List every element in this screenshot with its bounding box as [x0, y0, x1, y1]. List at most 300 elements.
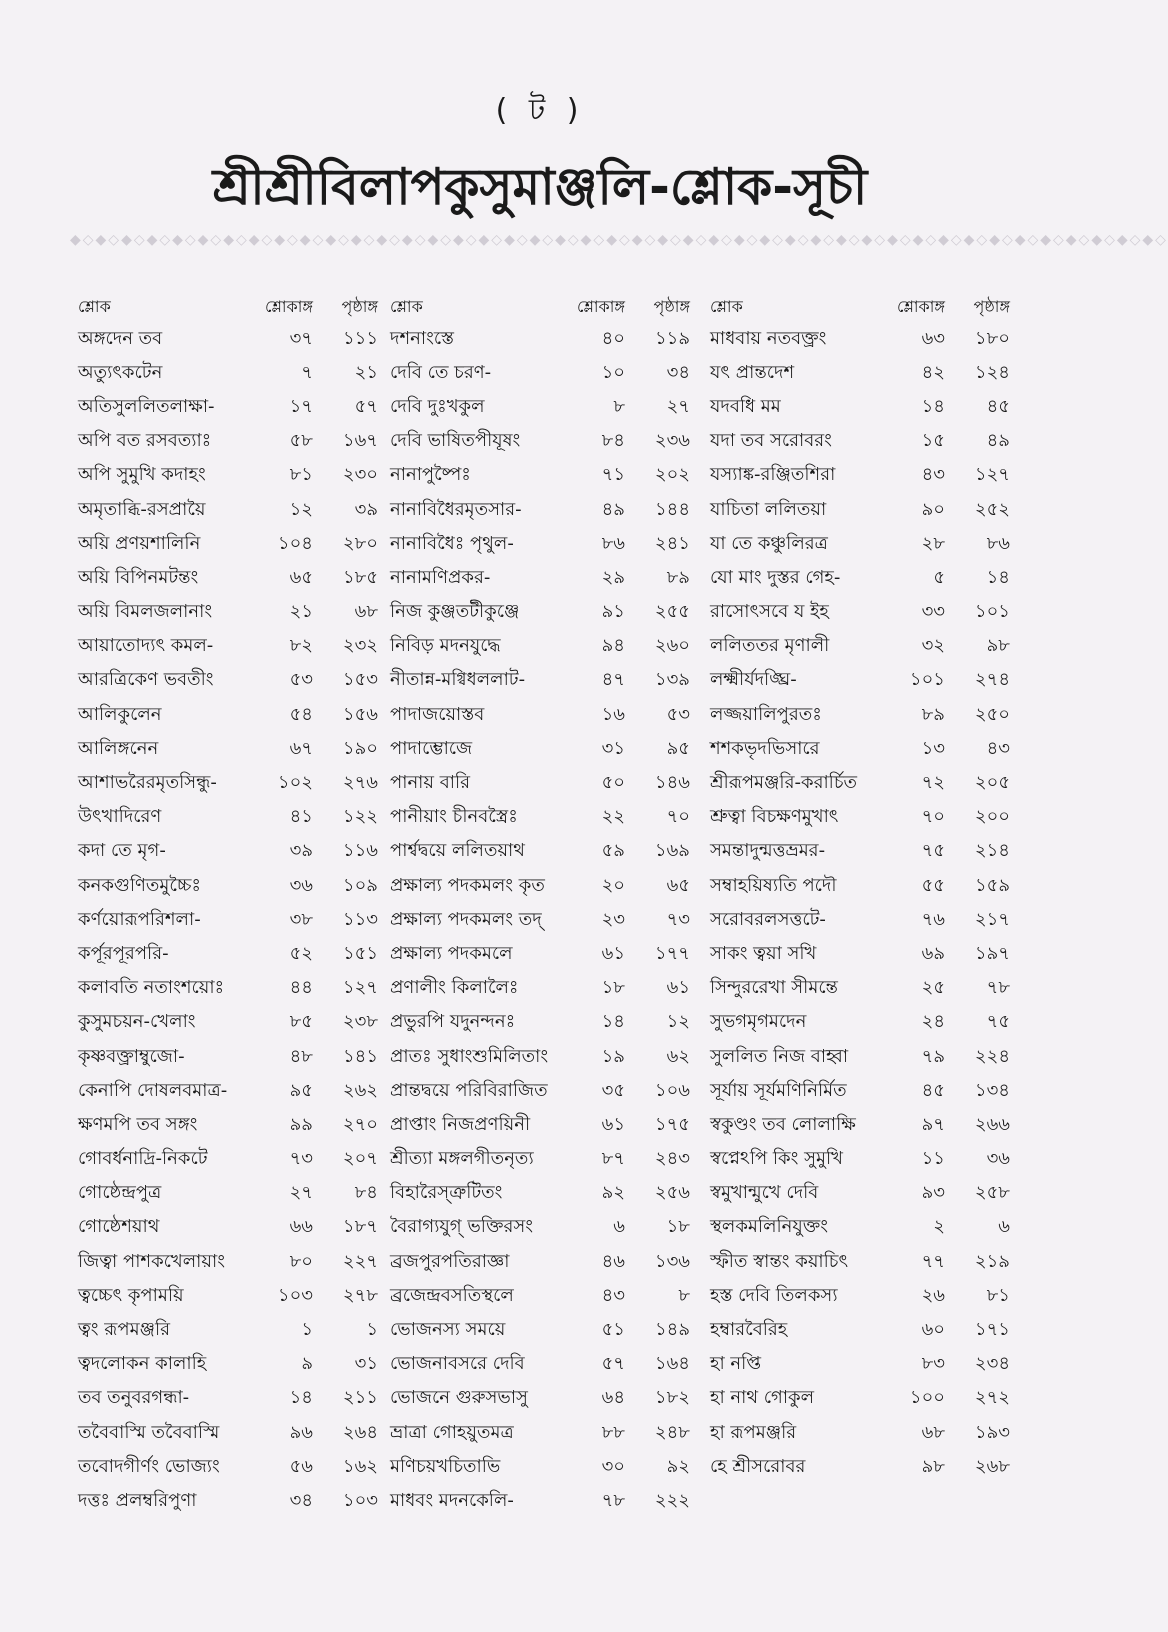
page-number-ref: ১ [366, 1319, 378, 1341]
verse-text: গোষ্ঠেশয়াথ [78, 1216, 160, 1238]
index-row [78, 1108, 378, 1142]
verse-text: মাধবং মদনকেলি- [390, 1489, 514, 1511]
verse-text: হা নাথ গোকুল [710, 1387, 815, 1409]
index-row [390, 698, 690, 732]
verse-text: পার্শ্বদ্বয়ে ললিতয়াথ [390, 840, 525, 862]
index-row [710, 903, 1010, 937]
page-number-ref: ১৭৫ [654, 1113, 690, 1135]
page-number-ref: ১৯৩ [974, 1421, 1010, 1443]
index-row [710, 1450, 1010, 1484]
verse-number: ২৬ [921, 1284, 945, 1306]
verse-text: হা নপ্তি [710, 1353, 762, 1375]
verse-number: ১০৩ [277, 1284, 313, 1306]
page-number-ref: ১৫৯ [974, 874, 1010, 896]
page-number-ref: ২৭২ [974, 1387, 1010, 1409]
index-row [390, 356, 690, 390]
verse-text: প্রাপ্তাং নিজপ্রণয়িনী [390, 1113, 531, 1135]
verse-text: নিবিড় মদনযুদ্ধে [390, 635, 501, 657]
verse-number: ২৩ [601, 908, 625, 930]
verse-text: তব তনুবরগন্ধা- [78, 1387, 190, 1409]
verse-text: আশাভরৈরমৃতসিন্ধু- [78, 772, 217, 794]
page-number-ref: ১৯৭ [974, 942, 1010, 964]
page-number-ref: ২৬৬ [974, 1113, 1010, 1135]
page-number-ref: ৫৭ [354, 395, 378, 417]
verse-text: স্বপ্নেঽপি কিং সুমুখি [710, 1148, 843, 1170]
verse-text: কনকগুণিতমুচ্চৈঃ [78, 874, 202, 896]
index-row [78, 527, 378, 561]
verse-text: কেনাপি দোষলবমাত্র- [78, 1079, 228, 1101]
index-row [390, 527, 690, 561]
verse-text: সুভগমৃগমদেন [710, 1011, 807, 1033]
verse-text: সুললিত নিজ বাহ্বা [710, 1045, 849, 1067]
verse-text: ত্বচ্চেৎ কৃপাময়ি [78, 1284, 184, 1306]
index-row [710, 1074, 1010, 1108]
verse-number: ৯৬ [289, 1421, 313, 1443]
header-page-number: পৃষ্ঠাঙ্গ [341, 296, 378, 316]
verse-text: প্রক্ষাল্য পদকমলং তদ্ [390, 908, 542, 930]
index-row [390, 1279, 690, 1313]
index-row [78, 322, 378, 356]
verse-text: অয়ি বিমলজলানাং [78, 601, 213, 623]
verse-text: শশকভৃদভিসারে [710, 737, 820, 759]
verse-number: ৫৬ [289, 1455, 313, 1477]
verse-text: যা তে কঞ্চুলিরত্র [710, 532, 828, 554]
verse-text: কদা তে মৃগ- [78, 840, 166, 862]
verse-text: আরত্রিকেণ ভবতীং [78, 669, 214, 691]
page-number-ref: ২২৭ [342, 1250, 378, 1272]
page-number-ref: ২৫৬ [654, 1182, 690, 1204]
column-header [78, 292, 378, 322]
verse-text: গোষ্ঠেন্দ্রপুত্র [78, 1182, 162, 1204]
verse-text: লক্ষ্মীর্যদঙ্ঘ্রি- [710, 669, 797, 691]
index-row [710, 972, 1010, 1006]
index-row [78, 801, 378, 835]
page-number-ref: ৪৫ [986, 395, 1010, 417]
verse-text: শ্রুত্বা বিচক্ষণমুখাৎ [710, 806, 839, 828]
page-number-ref: ১১৩ [342, 908, 378, 930]
verse-number: ৩৩ [921, 601, 945, 623]
verse-number: ৫০ [601, 772, 625, 794]
page-number-ref: ১৮২ [654, 1387, 690, 1409]
index-row [710, 493, 1010, 527]
index-row [390, 869, 690, 903]
index-row [710, 1245, 1010, 1279]
verse-number: ৩৯ [289, 840, 313, 862]
page-number-ref: ১৬৯ [654, 840, 690, 862]
index-row [78, 561, 378, 595]
page-number: ( ট ) [495, 93, 585, 128]
verse-number: ১৭ [289, 395, 313, 417]
page-number-ref: ১৪৬ [654, 772, 690, 794]
verse-number: ৭১ [601, 464, 625, 486]
page-title: শ্রীশ্রীবিলাপকুসুমাঞ্জলি-শ্লোক-সূচী [212, 158, 868, 216]
verse-number: ১৬ [601, 703, 625, 725]
verse-number: ১৪ [601, 1011, 625, 1033]
page-number-ref: ১৬৪ [654, 1353, 690, 1375]
verse-number: ৮ [613, 395, 625, 417]
verse-text: অঙ্গদেন তব [78, 327, 163, 349]
index-row [78, 835, 378, 869]
index-row [390, 493, 690, 527]
page-number-ref: ১৩৪ [974, 1079, 1010, 1101]
verse-number: ৭০ [921, 806, 945, 828]
verse-text: স্বকুণ্ডং তব লোলাক্ষি [710, 1113, 856, 1135]
verse-text: নিজ কুঞ্জতটীকুঞ্জে [390, 601, 520, 623]
verse-number: ৯৭ [921, 1113, 945, 1135]
verse-text: প্রান্তদ্বয়ে পরিবিরাজিত [390, 1079, 548, 1101]
index-row [710, 1143, 1010, 1177]
index-row [78, 596, 378, 630]
verse-text: স্বমুখান্মুখে দেবি [710, 1182, 819, 1204]
verse-number: ৫ [933, 566, 945, 588]
page-number-ref: ১৬২ [342, 1455, 378, 1477]
verse-number: ৩৪ [289, 1489, 313, 1511]
verse-text: লজ্জয়ালিপুরতঃ [710, 703, 822, 725]
verse-text: অতিসুললিতলাক্ষা- [78, 395, 215, 417]
index-row [390, 596, 690, 630]
verse-number: ৭৭ [921, 1250, 945, 1272]
index-row [78, 937, 378, 971]
page-number-ref: ১২৭ [342, 977, 378, 999]
page-number-ref: ১৮ [666, 1216, 690, 1238]
verse-number: ৯৫ [289, 1079, 313, 1101]
verse-number: ৫৫ [921, 874, 945, 896]
verse-number: ৯০ [921, 498, 945, 520]
verse-text: ত্বং রূপমঞ্জরি [78, 1319, 171, 1341]
page-number-ref: ২৫২ [974, 498, 1010, 520]
verse-number: ৬৭ [289, 737, 313, 759]
page-number-ref: ৬১ [666, 977, 690, 999]
page-number-ref: ৮ [678, 1284, 690, 1306]
verse-text: আলিকুলেন [78, 703, 162, 725]
verse-text: সমন্তাদুন্মত্তভ্রমর- [710, 840, 826, 862]
page-number-ref: ৪৩ [986, 737, 1010, 759]
index-row [710, 664, 1010, 698]
verse-text: যো মাং দুস্তর গেহ- [710, 566, 841, 588]
verse-number: ১৮ [601, 977, 625, 999]
verse-number: ৪৩ [921, 464, 945, 486]
index-row [78, 732, 378, 766]
index-row [390, 1177, 690, 1211]
verse-number: ৩০ [601, 1455, 625, 1477]
verse-number: ৭৬ [921, 908, 945, 930]
index-row [78, 869, 378, 903]
index-row [78, 1006, 378, 1040]
verse-text: ললিততর মৃণালী [710, 635, 830, 657]
verse-number: ৫৮ [289, 430, 313, 452]
verse-number: ৩১ [601, 737, 625, 759]
index-row [710, 1416, 1010, 1450]
verse-text: পানীয়াং চীনবস্ত্রৈঃ [390, 806, 518, 828]
verse-text: নানাপুষ্পৈঃ [390, 464, 471, 486]
index-column-1 [78, 292, 378, 1519]
index-row [78, 1416, 378, 1450]
page-number-ref: ৩৪ [666, 361, 690, 383]
index-row [78, 425, 378, 459]
page-number-ref: ৩৯ [354, 498, 378, 520]
index-row [390, 766, 690, 800]
page-number-ref: ২৭ [666, 395, 690, 417]
page-number-ref: ২৫৮ [974, 1182, 1010, 1204]
index-row [710, 356, 1010, 390]
page-number-ref: ৮১ [986, 1284, 1010, 1306]
page-number-ref: ৮৯ [666, 566, 690, 588]
index-row [78, 972, 378, 1006]
index-column-3 [710, 292, 1010, 1484]
page-number-ref: ১০৬ [654, 1079, 690, 1101]
page-number-ref: ২৫৫ [654, 601, 690, 623]
index-row [710, 630, 1010, 664]
page-number-ref: ১২৪ [974, 361, 1010, 383]
verse-text: ব্রজেন্দ্রবসতিস্থলে [390, 1284, 514, 1306]
page-number-ref: ২১ [354, 361, 378, 383]
page-number-ref: ২০৭ [342, 1148, 378, 1170]
page-number-ref: ১৮৭ [342, 1216, 378, 1238]
verse-text: শ্রীরূপমঞ্জরি-করার্চিত [710, 772, 858, 794]
verse-number: ২৮ [921, 532, 945, 554]
page-number-ref: ২৬০ [654, 635, 690, 657]
page-number-ref: ১৫১ [342, 942, 378, 964]
page-number-ref: ১০৩ [342, 1489, 378, 1511]
verse-number: ৯৪ [601, 635, 625, 657]
page-number-ref: ২৪৩ [654, 1148, 690, 1170]
index-row [710, 390, 1010, 424]
page-number-ref: ২৭৬ [342, 772, 378, 794]
verse-number: ৪০ [601, 327, 625, 349]
verse-number: ২৫ [921, 977, 945, 999]
verse-number: ৮৭ [601, 1148, 625, 1170]
verse-text: দেবি দুঃখকুল [390, 395, 485, 417]
page-number-ref: ২১৪ [974, 840, 1010, 862]
index-row [390, 390, 690, 424]
index-row [78, 390, 378, 424]
verse-number: ৫৪ [289, 703, 313, 725]
verse-number: ৬১ [601, 942, 625, 964]
page-number-ref: ১৬৭ [342, 430, 378, 452]
verse-number: ৪৩ [601, 1284, 625, 1306]
verse-number: ২১ [289, 601, 313, 623]
page-number-ref: ৩৬ [986, 1148, 1010, 1170]
verse-number: ৮০ [289, 1250, 313, 1272]
verse-text: কর্পূরপূরপরি- [78, 942, 169, 964]
index-column-2 [390, 292, 690, 1519]
page-number-ref: ২২৪ [974, 1045, 1010, 1067]
verse-text: নানাবিধৈরমৃতসার- [390, 498, 522, 520]
verse-number: ২২ [601, 806, 625, 828]
page-number-ref: ১১১ [342, 327, 378, 349]
verse-number: ৮২ [289, 635, 313, 657]
verse-number: ৯১ [601, 601, 625, 623]
page-number-ref: ৬৮ [354, 601, 378, 623]
index-row [78, 1450, 378, 1484]
verse-text: দেবি ভাষিতপীযূষং [390, 430, 521, 452]
page-number-ref: ১৭১ [974, 1319, 1010, 1341]
verse-text: সাকং ত্বয়া সখি [710, 942, 817, 964]
verse-text: দশনাংস্তে [390, 327, 454, 349]
index-row [390, 1006, 690, 1040]
page-number-ref: ১৪ [986, 566, 1010, 588]
index-row [710, 322, 1010, 356]
verse-number: ৩৬ [289, 874, 313, 896]
index-row [390, 972, 690, 1006]
page-number-ref: ১৮৫ [342, 566, 378, 588]
verse-number: ১৪ [289, 1387, 313, 1409]
index-row [78, 1313, 378, 1347]
verse-text: শ্রীত্যা মঙ্গলগীতনৃত্য [390, 1148, 534, 1170]
verse-text: অপি বত রসবত্যাঃ [78, 430, 212, 452]
verse-text: হস্ত দেবি তিলকস্য [710, 1284, 838, 1306]
page-number-ref: ৫৩ [666, 703, 690, 725]
page-number-ref: ২৭৮ [342, 1284, 378, 1306]
page-number-ref: ১৩৬ [654, 1250, 690, 1272]
page-number-ref: ১৭৭ [654, 942, 690, 964]
page-number-ref: ২৩০ [342, 464, 378, 486]
index-row [78, 1143, 378, 1177]
verse-number: ১৫ [921, 430, 945, 452]
page-number-ref: ৯২ [666, 1455, 690, 1477]
verse-text: উৎখাদিরেণ [78, 806, 162, 828]
index-row [78, 1382, 378, 1416]
verse-number: ৭৮ [601, 1489, 625, 1511]
page-number-ref: ২৬২ [342, 1079, 378, 1101]
index-row [390, 801, 690, 835]
verse-number: ৪৭ [601, 669, 625, 691]
page-number-ref: ১২৭ [974, 464, 1010, 486]
index-row [710, 937, 1010, 971]
verse-text: সূর্যায় সূর্যমণিনির্মিত [710, 1079, 847, 1101]
verse-text: যৎ প্রান্তদেশ [710, 361, 795, 383]
verse-text: দেবি তে চরণ- [390, 361, 492, 383]
verse-number: ৩৭ [289, 327, 313, 349]
verse-number: ২৭ [289, 1182, 313, 1204]
index-row [390, 1143, 690, 1177]
index-row [710, 698, 1010, 732]
verse-text: মাধবায় নতবক্ত্রং [710, 327, 827, 349]
page-number-ref: ২৪১ [654, 532, 690, 554]
index-row [390, 425, 690, 459]
page-number-ref: ২৬৮ [974, 1455, 1010, 1477]
verse-number: ৭২ [921, 772, 945, 794]
verse-number: ৬৪ [601, 1387, 625, 1409]
index-row [78, 664, 378, 698]
page-number-ref: ৬ [998, 1216, 1010, 1238]
verse-number: ৪১ [289, 806, 313, 828]
index-row [710, 459, 1010, 493]
header-verse-number: শ্লোকাঙ্গ [576, 296, 625, 316]
verse-number: ১৪ [921, 395, 945, 417]
verse-number: ৯৩ [921, 1182, 945, 1204]
page-number-ref: ২৩৮ [342, 1011, 378, 1033]
header-verse: শ্লোক [710, 296, 743, 316]
verse-text: অমৃতাব্ধি-রসপ্রায়ৈ [78, 498, 206, 520]
verse-text: প্রক্ষাল্য পদকমলে [390, 942, 513, 964]
page-number-ref: ২৪৮ [654, 1421, 690, 1443]
verse-number: ৬১ [601, 1113, 625, 1135]
verse-number: ৫৭ [601, 1353, 625, 1375]
page-number-ref: ১২ [666, 1011, 690, 1033]
page-number-ref: ৭৫ [986, 1011, 1010, 1033]
index-row [78, 698, 378, 732]
index-row [390, 1211, 690, 1245]
index-row [710, 1313, 1010, 1347]
verse-text: বৈরাগ্যযুগ্ ভক্তিরসং [390, 1216, 533, 1238]
header-verse-number: শ্লোকাঙ্গ [896, 296, 945, 316]
page-number-ref: ১৫৩ [342, 669, 378, 691]
verse-number: ৭৯ [921, 1045, 945, 1067]
page-number-ref: ৭৩ [666, 908, 690, 930]
verse-number: ৩৮ [289, 908, 313, 930]
verse-number: ৬৮ [921, 1421, 945, 1443]
index-row [390, 1484, 690, 1518]
index-row [78, 1211, 378, 1245]
verse-number: ৮৩ [921, 1353, 945, 1375]
verse-number: ৬৩ [921, 327, 945, 349]
verse-text: জিত্বা পাশকখেলায়াং [78, 1250, 225, 1272]
page-number-ref: ২৩২ [342, 635, 378, 657]
page-number-ref: ১৯০ [342, 737, 378, 759]
verse-number: ৮৬ [601, 532, 625, 554]
index-row [390, 1040, 690, 1074]
verse-text: গোবর্ধনাদ্রি-নিকটে [78, 1148, 208, 1170]
index-row [710, 869, 1010, 903]
verse-number: ১২ [289, 498, 313, 520]
page-number-ref: ২৩৪ [974, 1353, 1010, 1375]
page-number-ref: ২৭৪ [974, 669, 1010, 691]
verse-text: কুসুমচয়ন-খেলাং [78, 1011, 196, 1033]
verse-text: ব্রজপুরপতিরাজ্ঞা [390, 1250, 510, 1272]
verse-number: ৬৬ [289, 1216, 313, 1238]
index-row [390, 1074, 690, 1108]
page-number-ref: ২১৯ [974, 1250, 1010, 1272]
verse-number: ১০৪ [277, 532, 313, 554]
verse-number: ৭৩ [289, 1148, 313, 1170]
index-row [710, 835, 1010, 869]
verse-number: ৫২ [289, 942, 313, 964]
page-number-ref: ২০২ [654, 464, 690, 486]
page-number-ref: ১৪১ [342, 1045, 378, 1067]
verse-number: ৮৯ [921, 703, 945, 725]
verse-number: ৬০ [921, 1319, 945, 1341]
index-row [78, 1245, 378, 1279]
index-row [710, 527, 1010, 561]
verse-text: ক্ষণমপি তব সঙ্গং [78, 1113, 198, 1135]
verse-number: ২৪ [921, 1011, 945, 1033]
verse-number: ৮৮ [601, 1421, 625, 1443]
page-number-ref: ১৩৯ [654, 669, 690, 691]
verse-text: পাদাম্ভোজে [390, 737, 473, 759]
verse-text: প্রক্ষাল্য পদকমলং কৃত [390, 874, 545, 896]
page-number-ref: ৭৮ [986, 977, 1010, 999]
verse-text: কর্ণয়োরূপরিশলা- [78, 908, 201, 930]
verse-text: অত্যুৎকটেন [78, 361, 163, 383]
index-row [710, 561, 1010, 595]
index-row [390, 937, 690, 971]
page-number-ref: ২৩৬ [654, 430, 690, 452]
verse-text: নানাবিধৈঃ পৃথুল- [390, 532, 514, 554]
verse-text: পানায় বারি [390, 772, 471, 794]
index-row [390, 630, 690, 664]
verse-text: তবৈবাস্মি তবৈবাস্মি [78, 1421, 220, 1443]
verse-text: দত্তঃ প্রলম্বরিপুণা [78, 1489, 197, 1511]
verse-text: যদা তব সরোবরং [710, 430, 832, 452]
verse-text: তবোদগীর্ণং ভোজ্যং [78, 1455, 220, 1477]
page-number-ref: ৯৫ [666, 737, 690, 759]
page-number-ref: ৬২ [666, 1045, 690, 1067]
verse-number: ৮১ [289, 464, 313, 486]
page-number-ref: ২১১ [342, 1387, 378, 1409]
verse-number: ৪৮ [289, 1045, 313, 1067]
verse-number: ২৯ [601, 566, 625, 588]
